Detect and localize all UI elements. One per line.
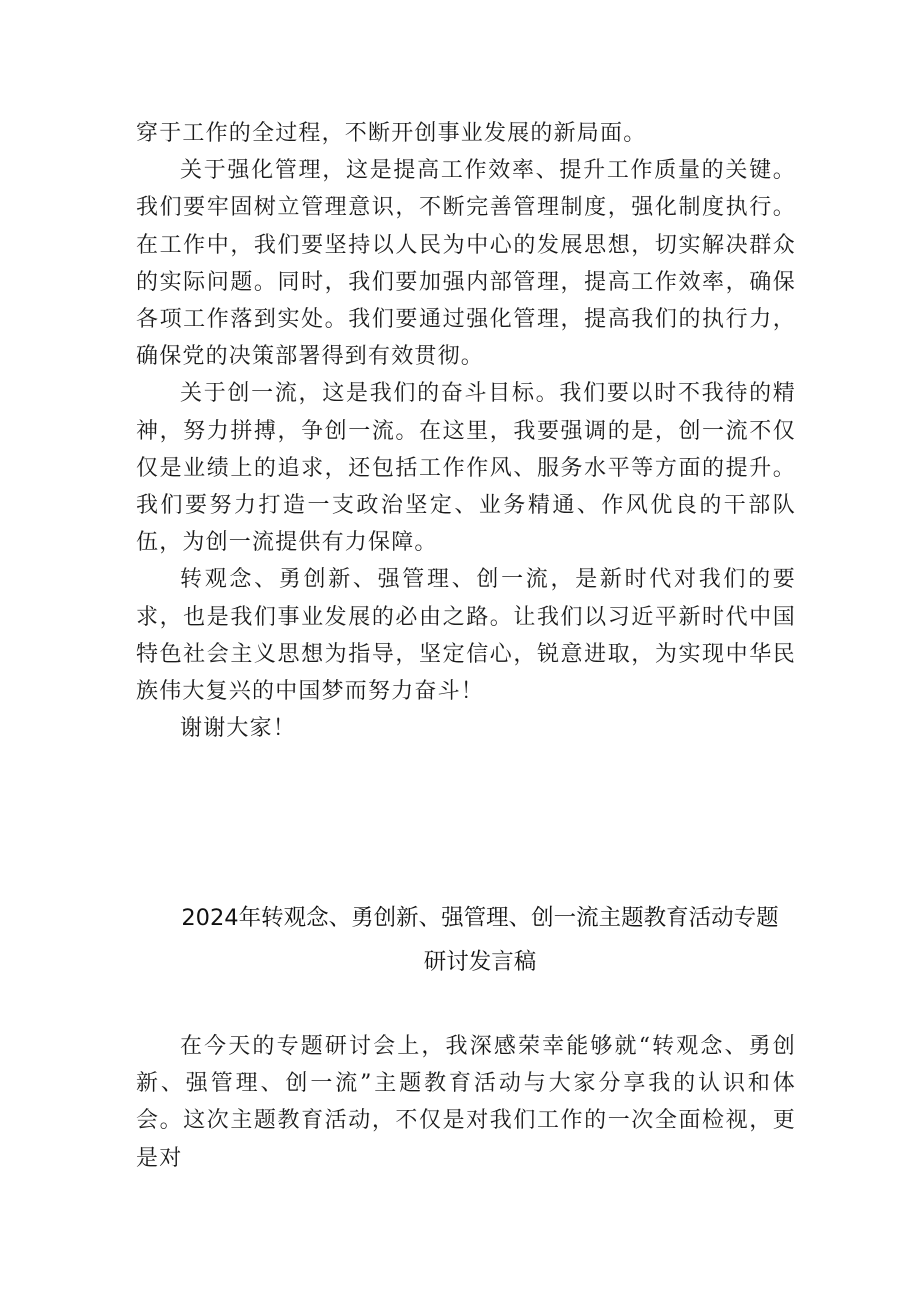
- speech-title-line-2: 研讨发言稿: [423, 949, 537, 975]
- paragraph-continuation: 穿于工作的全过程，不断开创事业发展的新局面。: [136, 121, 647, 146]
- paragraph-first-class: 关于创一流，这是我们的奋斗目标。我们要以时不我待的精神，努力拼搏，争创一流。在这里，我要强调的是，创一流不仅仅是业绩上的追求，还包括工作作风、服务水平等方面的提升。我们要努力打造一支政治坚定、业务精通、作风优良的干部队伍，为创一流提供有力保障。: [136, 381, 796, 556]
- paragraph-opening: 在今天的专题研讨会上，我深感荣幸能够就“转观念、勇创新、强管理、创一流”主题教育活动与大家分享我的认识和体会。这次主题教育活动，不仅是对我们工作的一次全面检视，更是对: [136, 1034, 796, 1171]
- paragraph-thanks: 谢谢大家！: [180, 716, 297, 742]
- speech-title: [150, 896, 810, 984]
- body-text-section-2: [136, 1028, 796, 1177]
- paragraph-conclusion: 转观念、勇创新、强管理、创一流，是新时代对我们的要求，也是我们事业发展的必由之路。让我们以习近平新时代中国特色社会主义思想为指导，坚定信心，锐意进取，为实现中华民族伟大复兴的中国梦而努力奋斗！: [136, 567, 796, 705]
- speech-title-line-1: 2024年转观念、勇创新、强管理、创一流主题教育活动专题: [181, 905, 779, 931]
- body-text-section-1: [136, 115, 796, 747]
- paragraph-strengthen-management: 关于强化管理，这是提高工作效率、提升工作质量的关键。我们要牢固树立管理意识，不断完善管理制度，强化制度执行。在工作中，我们要坚持以人民为中心的发展思想，切实解决群众的实际问题。同时，我们要加强内部管理，提高工作效率，确保各项工作落到实处。我们要通过强化管理，提高我们的执行力，确保党的决策部署得到有效贯彻。: [136, 158, 796, 370]
